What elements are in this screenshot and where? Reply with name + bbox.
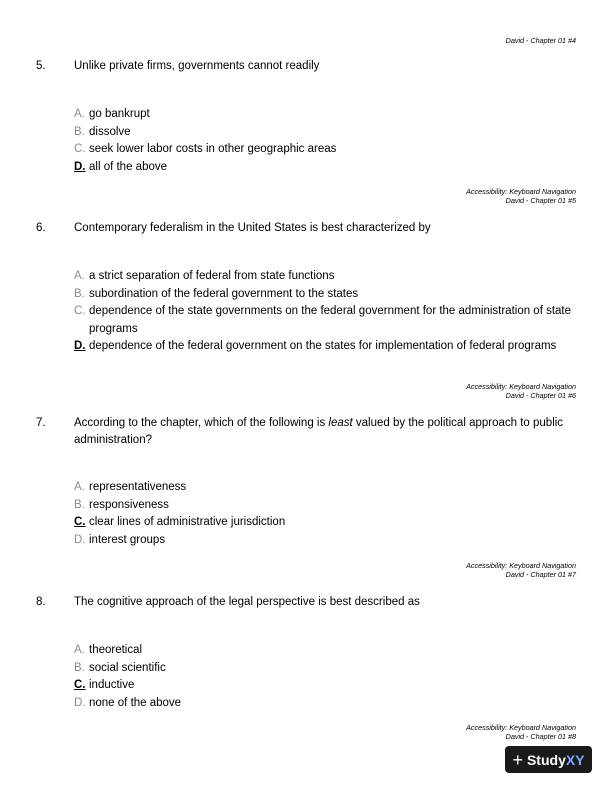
- option-text: dependence of the federal government on the states for implementation of federal programs: [89, 340, 557, 352]
- question-text-part: valued by the political approach to public administration?: [74, 417, 564, 446]
- page-header-tag: [506, 36, 576, 45]
- option-text: theoretical: [89, 644, 143, 656]
- option-letter-correct: C.: [74, 516, 86, 528]
- option-letter: D.: [74, 696, 86, 709]
- option-letter-correct: D.: [74, 160, 86, 173]
- answer-option: [74, 642, 574, 660]
- question-text: [74, 415, 574, 449]
- question-text: Contemporary federalism in the United States is best characterized by: [74, 222, 431, 234]
- studyxy-logo[interactable]: [505, 746, 592, 773]
- answer-option-correct: [74, 338, 574, 356]
- option-text: dissolve: [89, 125, 131, 138]
- option-letter: D.: [74, 533, 86, 546]
- answer-option: [74, 695, 574, 713]
- question-text: Unlike private firms, governments cannot readily: [74, 60, 320, 72]
- option-text: all of the above: [89, 160, 168, 173]
- answer-option: [74, 479, 574, 497]
- question-meta: [466, 561, 576, 579]
- option-letter: B.: [74, 287, 85, 300]
- chapter-tag: David - Chapter 01 #5: [505, 196, 576, 205]
- question-number: 8.: [36, 596, 46, 608]
- option-letter: A.: [74, 270, 85, 282]
- answer-option: [74, 660, 574, 678]
- answer-option: [74, 106, 574, 124]
- answer-option-correct: [74, 677, 574, 695]
- question-meta: [466, 382, 576, 400]
- logo-brand-accent: XY: [565, 751, 585, 768]
- answer-options: [74, 106, 574, 176]
- accessibility-tag: Accessibility: Keyboard Navigation: [466, 187, 576, 196]
- option-letter: C.: [74, 305, 86, 317]
- answer-option-correct: [74, 514, 574, 532]
- option-text: go bankrupt: [89, 108, 150, 120]
- question-text: The cognitive approach of the legal perspective is best described as: [74, 596, 420, 608]
- option-letter: A.: [74, 108, 85, 120]
- answer-option: [74, 286, 574, 304]
- accessibility-tag: Accessibility: Keyboard Navigation: [466, 382, 576, 391]
- accessibility-tag: Accessibility: Keyboard Navigation: [466, 723, 576, 732]
- option-letter: C.: [74, 143, 86, 155]
- option-text: none of the above: [89, 696, 182, 709]
- question-text-emphasis: least: [328, 417, 353, 429]
- option-text: social scientific: [89, 661, 166, 674]
- answer-option: [74, 141, 574, 159]
- answer-options: [74, 268, 574, 356]
- option-letter: B.: [74, 125, 85, 138]
- option-text: dependence of the state governments on the federal government for the administration of state programs: [89, 305, 572, 335]
- question-number: 5.: [36, 60, 46, 72]
- option-letter: B.: [74, 661, 85, 674]
- accessibility-tag: Accessibility: Keyboard Navigation: [466, 561, 576, 570]
- option-letter-correct: C.: [74, 679, 86, 691]
- question-text-part: According to the chapter, which of the following is: [74, 417, 329, 429]
- logo-text: [527, 752, 585, 768]
- chapter-tag: David - Chapter 01 #4: [505, 36, 576, 45]
- option-letter: A.: [74, 644, 85, 656]
- answer-option: [74, 532, 574, 550]
- answer-option: [74, 497, 574, 515]
- chapter-tag: David - Chapter 01 #8: [505, 732, 576, 741]
- logo-brand-main: Study: [526, 751, 566, 768]
- option-text: seek lower labor costs in other geographic areas: [89, 143, 337, 155]
- answer-option: [74, 268, 574, 286]
- question-number: 7.: [36, 417, 46, 429]
- answer-options: [74, 479, 574, 549]
- option-letter-correct: D.: [74, 340, 86, 352]
- option-text: inductive: [89, 679, 135, 691]
- answer-option: [74, 124, 574, 142]
- chapter-tag: David - Chapter 01 #6: [505, 391, 576, 400]
- option-letter: B.: [74, 498, 85, 511]
- plus-icon: +: [512, 749, 523, 770]
- option-text: subordination of the federal government to the states: [89, 287, 359, 300]
- chapter-tag: David - Chapter 01 #7: [505, 570, 576, 579]
- answer-option: [74, 303, 574, 338]
- answer-option-correct: [74, 159, 574, 177]
- question-meta: [466, 187, 576, 205]
- option-text: interest groups: [89, 533, 166, 546]
- answer-options: [74, 642, 574, 712]
- question-meta: [466, 723, 576, 741]
- option-text: a strict separation of federal from state functions: [89, 270, 335, 282]
- option-text: clear lines of administrative jurisdiction: [89, 516, 286, 528]
- option-text: responsiveness: [89, 498, 169, 511]
- question-number: 6.: [36, 222, 46, 234]
- option-text: representativeness: [89, 481, 187, 493]
- option-letter: A.: [74, 481, 85, 493]
